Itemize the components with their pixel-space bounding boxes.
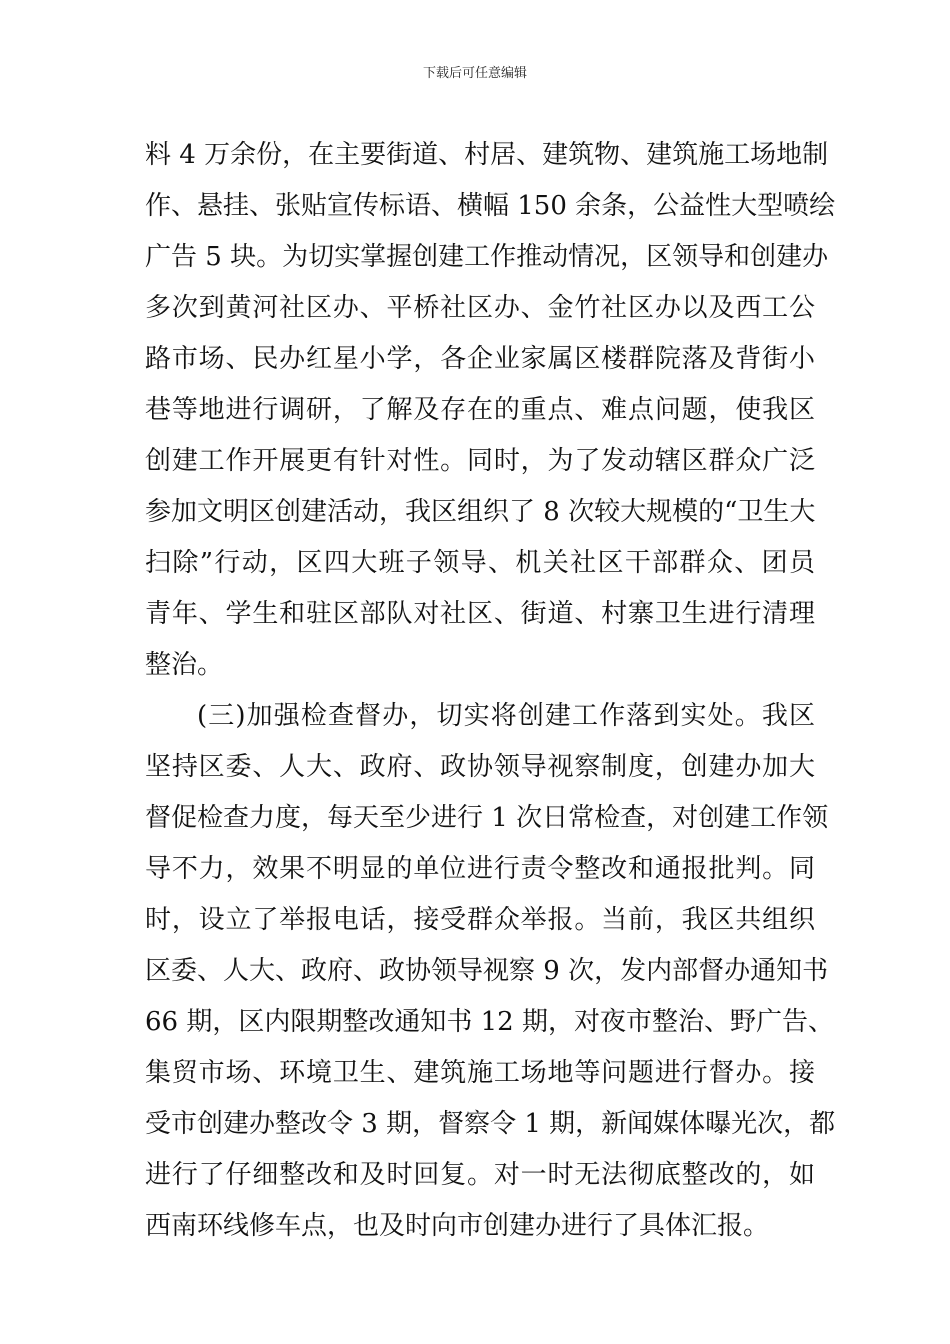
text-line: 参加文明区创建活动，我区组织了 8 次较大规模的“卫生大 bbox=[145, 497, 816, 527]
text-line: 区委、人大、政府、政协领导视察 9 次，发内部督办通知书 bbox=[145, 956, 829, 986]
page-header: 下载后可任意编辑 bbox=[422, 66, 527, 81]
text-line: 整治。 bbox=[145, 650, 224, 680]
text-line: 广告 5 块。为切实掌握创建工作推动情况，区领导和创建办 bbox=[145, 242, 829, 272]
text-line: 集贸市场、环境卫生、建筑施工场地等问题进行督办。接 bbox=[145, 1058, 815, 1088]
text-line: 66 期，区内限期整改通知书 12 期，对夜市整治、野广告、 bbox=[145, 1007, 834, 1037]
text-line: 青年、学生和驻区部队对社区、街道、村寨卫生进行清理 bbox=[145, 599, 815, 629]
text-line: 多次到黄河社区办、平桥社区办、金竹社区办以及西工公 bbox=[145, 293, 815, 323]
text-line: 时，设立了举报电话，接受群众举报。当前，我区共组织 bbox=[145, 905, 815, 935]
text-line: 巷等地进行调研，了解及存在的重点、难点问题，使我区 bbox=[145, 395, 815, 425]
text-line: 料 4 万余份，在主要街道、村居、建筑物、建筑施工场地制 bbox=[145, 140, 829, 170]
text-line: 创建工作开展更有针对性。同时，为了发动辖区群众广泛 bbox=[145, 446, 815, 476]
document-body bbox=[145, 130, 836, 1252]
text-line: 受市创建办整改令 3 期，督察令 1 期，新闻媒体曝光次，都 bbox=[145, 1109, 836, 1139]
text-line: 进行了仔细整改和及时回复。对一时无法彻底整改的，如 bbox=[145, 1160, 815, 1190]
text-line: 路市场、民办红星小学，各企业家属区楼群院落及背街小 bbox=[145, 344, 815, 374]
text-line: 扫除”行动，区四大班子领导、机关社区干部群众、团员 bbox=[145, 548, 815, 578]
text-line: 西南环线修车点，也及时向市创建办进行了具体汇报。 bbox=[145, 1211, 770, 1241]
paragraph-heading-line: (三)加强检查督办，切实将创建工作落到实处。我区 bbox=[197, 701, 815, 731]
text-line: 督促检查力度，每天至少进行 1 次日常检查，对创建工作领 bbox=[145, 803, 829, 833]
text-line: 导不力，效果不明显的单位进行责令整改和通报批判。同 bbox=[145, 854, 815, 884]
text-line: 作、悬挂、张贴宣传标语、横幅 150 余条，公益性大型喷绘 bbox=[145, 191, 836, 221]
text-line: 坚持区委、人大、政府、政协领导视察制度，创建办加大 bbox=[145, 752, 815, 782]
